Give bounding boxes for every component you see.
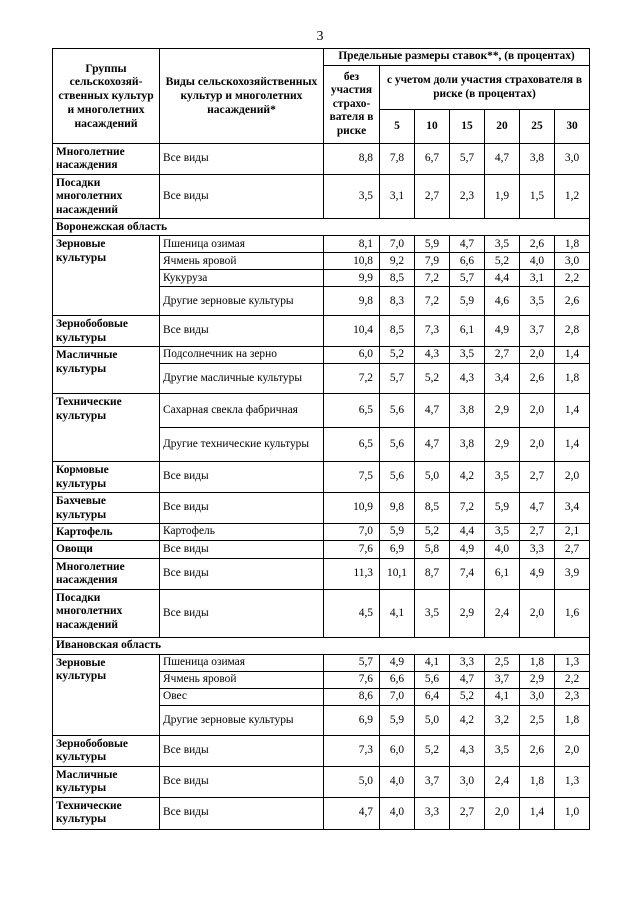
rate-without-participation-cell: 6,9	[324, 705, 380, 735]
rate-without-participation-cell: 6,0	[324, 347, 380, 364]
crop-group-cell: Посадки многолетних насаждений	[53, 589, 160, 637]
rate-share-20-cell: 3,4	[485, 364, 520, 394]
rate-share-15-cell: 3,5	[450, 347, 485, 364]
rate-share-15-cell: 6,1	[450, 316, 485, 347]
region-row	[53, 637, 590, 654]
rate-share-10-cell: 5,2	[415, 364, 450, 394]
header-with-participation: с учетом доли участия страхователя в риске (в процентах)	[380, 66, 590, 110]
rate-share-30-cell: 3,0	[555, 253, 590, 270]
rate-share-30-cell: 2,0	[555, 462, 590, 493]
rate-share-5-cell: 5,6	[380, 428, 415, 462]
table-row	[53, 735, 590, 766]
rate-share-15-cell: 4,9	[450, 541, 485, 558]
rate-without-participation-cell: 7,6	[324, 671, 380, 688]
rate-share-15-cell: 2,7	[450, 797, 485, 829]
rate-share-15-cell: 5,2	[450, 688, 485, 705]
crop-kind-cell: Другие технические культуры	[160, 428, 324, 462]
crop-group-cell: Кормовые культуры	[53, 462, 160, 493]
crop-kind-cell: Пшеница озимая	[160, 654, 324, 671]
rate-share-20-cell: 3,7	[485, 671, 520, 688]
region-row	[53, 219, 590, 236]
rate-share-25-cell: 2,7	[520, 523, 555, 540]
rate-share-25-cell: 2,9	[520, 671, 555, 688]
rate-share-10-cell: 5,2	[415, 735, 450, 766]
rate-share-5-cell: 10,1	[380, 558, 415, 589]
rate-share-5-cell: 9,8	[380, 493, 415, 524]
header-share-15: 15	[450, 110, 485, 144]
rate-share-10-cell: 5,9	[415, 236, 450, 253]
crop-kind-cell: Сахарная свекла фабричная	[160, 394, 324, 428]
rate-share-30-cell: 1,8	[555, 364, 590, 394]
table-row	[53, 394, 590, 428]
rate-share-25-cell: 2,0	[520, 394, 555, 428]
table-body	[53, 144, 590, 830]
crop-group-cell: Посадки многолетних насаждений	[53, 174, 160, 218]
crop-kind-cell: Все виды	[160, 144, 324, 175]
crop-group-cell: Масличные культуры	[53, 347, 160, 394]
rate-share-5-cell: 4,0	[380, 797, 415, 829]
page-number: 3	[316, 29, 324, 44]
rate-share-5-cell: 7,0	[380, 688, 415, 705]
table-row	[53, 174, 590, 218]
rate-share-25-cell: 4,9	[520, 558, 555, 589]
rate-without-participation-cell: 7,6	[324, 541, 380, 558]
header-group-column: Группы сельскохозяй-ственных культур и многолетних насаждений	[53, 49, 160, 144]
rate-share-10-cell: 8,5	[415, 493, 450, 524]
insurance-rates-table	[52, 48, 590, 830]
rate-share-20-cell: 3,5	[485, 236, 520, 253]
region-name: Воронежская область	[53, 219, 590, 236]
table-row	[53, 462, 590, 493]
rate-share-5-cell: 8,3	[380, 287, 415, 316]
rate-share-30-cell: 2,6	[555, 287, 590, 316]
rate-share-20-cell: 1,9	[485, 174, 520, 218]
header-share-5: 5	[380, 110, 415, 144]
crop-kind-cell: Все виды	[160, 558, 324, 589]
rate-share-5-cell: 6,6	[380, 671, 415, 688]
rate-share-10-cell: 6,4	[415, 688, 450, 705]
rate-share-25-cell: 1,8	[520, 766, 555, 797]
rate-share-20-cell: 4,0	[485, 541, 520, 558]
rate-share-10-cell: 3,7	[415, 766, 450, 797]
rate-share-15-cell: 4,7	[450, 671, 485, 688]
rate-share-20-cell: 4,7	[485, 144, 520, 175]
rate-without-participation-cell: 7,0	[324, 523, 380, 540]
rate-share-30-cell: 1,8	[555, 236, 590, 253]
rate-share-5-cell: 6,0	[380, 735, 415, 766]
rate-share-30-cell: 1,3	[555, 654, 590, 671]
rate-without-participation-cell: 6,5	[324, 394, 380, 428]
rate-share-20-cell: 2,0	[485, 797, 520, 829]
table-row	[53, 316, 590, 347]
rate-share-10-cell: 7,9	[415, 253, 450, 270]
rate-share-30-cell: 1,8	[555, 705, 590, 735]
rate-share-10-cell: 6,7	[415, 144, 450, 175]
rate-share-10-cell: 5,8	[415, 541, 450, 558]
rate-share-20-cell: 6,1	[485, 558, 520, 589]
rate-share-25-cell: 2,6	[520, 236, 555, 253]
rate-share-25-cell: 3,0	[520, 688, 555, 705]
rate-share-20-cell: 2,9	[485, 428, 520, 462]
rate-share-20-cell: 2,7	[485, 347, 520, 364]
rate-share-30-cell: 1,3	[555, 766, 590, 797]
rate-share-25-cell: 4,7	[520, 493, 555, 524]
rate-share-30-cell: 3,9	[555, 558, 590, 589]
crop-kind-cell: Другие зерновые культуры	[160, 705, 324, 735]
rate-share-15-cell: 7,4	[450, 558, 485, 589]
rate-share-15-cell: 5,9	[450, 287, 485, 316]
rate-share-10-cell: 5,0	[415, 705, 450, 735]
rate-share-15-cell: 6,6	[450, 253, 485, 270]
rate-share-25-cell: 3,1	[520, 270, 555, 287]
rate-share-20-cell: 2,4	[485, 766, 520, 797]
rate-share-15-cell: 4,2	[450, 462, 485, 493]
rate-share-10-cell: 5,6	[415, 671, 450, 688]
rate-share-20-cell: 4,1	[485, 688, 520, 705]
rate-share-10-cell: 2,7	[415, 174, 450, 218]
header-rate-limits: Предельные размеры ставок**, (в процентах)	[324, 49, 590, 66]
rate-share-5-cell: 7,8	[380, 144, 415, 175]
rate-share-25-cell: 1,5	[520, 174, 555, 218]
table-row	[53, 797, 590, 829]
rate-share-25-cell: 3,5	[520, 287, 555, 316]
rate-share-30-cell: 2,1	[555, 523, 590, 540]
rate-share-25-cell: 2,6	[520, 364, 555, 394]
crop-kind-cell: Другие зерновые культуры	[160, 287, 324, 316]
rate-share-5-cell: 5,6	[380, 462, 415, 493]
crop-group-cell: Зерновые культуры	[53, 236, 160, 316]
rate-share-25-cell: 1,8	[520, 654, 555, 671]
rate-without-participation-cell: 10,4	[324, 316, 380, 347]
crop-kind-cell: Овес	[160, 688, 324, 705]
header-share-10: 10	[415, 110, 450, 144]
table-row	[53, 236, 590, 253]
rate-share-30-cell: 2,2	[555, 270, 590, 287]
rate-share-10-cell: 7,2	[415, 287, 450, 316]
rate-share-20-cell: 3,2	[485, 705, 520, 735]
rate-share-20-cell: 2,9	[485, 394, 520, 428]
crop-group-cell: Зернобобовые культуры	[53, 316, 160, 347]
rate-share-20-cell: 2,4	[485, 589, 520, 637]
rate-share-5-cell: 4,1	[380, 589, 415, 637]
rate-share-30-cell: 3,4	[555, 493, 590, 524]
region-name: Ивановская область	[53, 637, 590, 654]
table-row	[53, 654, 590, 671]
rate-without-participation-cell: 4,7	[324, 797, 380, 829]
rate-without-participation-cell: 8,1	[324, 236, 380, 253]
rate-share-5-cell: 7,0	[380, 236, 415, 253]
crop-group-cell: Овощи	[53, 541, 160, 558]
rate-share-20-cell: 4,6	[485, 287, 520, 316]
rate-share-20-cell: 3,5	[485, 462, 520, 493]
rate-share-15-cell: 2,9	[450, 589, 485, 637]
header-without-participation: без участия страхо-вателя в риске	[324, 66, 380, 144]
crop-kind-cell: Все виды	[160, 797, 324, 829]
rate-share-20-cell: 2,5	[485, 654, 520, 671]
rate-share-30-cell: 2,2	[555, 671, 590, 688]
rate-share-20-cell: 5,2	[485, 253, 520, 270]
rate-without-participation-cell: 7,2	[324, 364, 380, 394]
crop-kind-cell: Пшеница озимая	[160, 236, 324, 253]
rate-without-participation-cell: 7,3	[324, 735, 380, 766]
rate-share-15-cell: 2,3	[450, 174, 485, 218]
table-row	[53, 347, 590, 364]
rate-share-30-cell: 2,8	[555, 316, 590, 347]
header-kind-column: Виды сельскохозяйственных культур и многолетних насаждений*	[160, 49, 324, 144]
table-row	[53, 558, 590, 589]
rate-share-25-cell: 4,0	[520, 253, 555, 270]
rate-share-10-cell: 4,7	[415, 428, 450, 462]
rate-without-participation-cell: 11,3	[324, 558, 380, 589]
crop-kind-cell: Все виды	[160, 541, 324, 558]
rate-without-participation-cell: 3,5	[324, 174, 380, 218]
crop-kind-cell: Подсолнечник на зерно	[160, 347, 324, 364]
rate-share-25-cell: 2,7	[520, 462, 555, 493]
rate-share-5-cell: 6,9	[380, 541, 415, 558]
rate-share-5-cell: 5,6	[380, 394, 415, 428]
rate-share-15-cell: 5,7	[450, 270, 485, 287]
crop-group-cell: Технические культуры	[53, 797, 160, 829]
rate-share-30-cell: 1,4	[555, 428, 590, 462]
crop-group-cell: Зернобобовые культуры	[53, 735, 160, 766]
crop-kind-cell: Все виды	[160, 462, 324, 493]
rate-without-participation-cell: 10,9	[324, 493, 380, 524]
rate-share-5-cell: 5,2	[380, 347, 415, 364]
header-share-30: 30	[555, 110, 590, 144]
rate-share-15-cell: 3,3	[450, 654, 485, 671]
rate-share-25-cell: 3,7	[520, 316, 555, 347]
rate-share-10-cell: 7,3	[415, 316, 450, 347]
rate-share-5-cell: 5,9	[380, 705, 415, 735]
rate-share-10-cell: 3,3	[415, 797, 450, 829]
rate-share-30-cell: 1,6	[555, 589, 590, 637]
rate-share-10-cell: 7,2	[415, 270, 450, 287]
rate-share-15-cell: 4,7	[450, 236, 485, 253]
rate-share-30-cell: 2,7	[555, 541, 590, 558]
crop-group-cell: Бахчевые культуры	[53, 493, 160, 524]
crop-group-cell: Многолетние насаждения	[53, 558, 160, 589]
rate-share-25-cell: 2,0	[520, 428, 555, 462]
rate-share-25-cell: 3,3	[520, 541, 555, 558]
crop-kind-cell: Кукуруза	[160, 270, 324, 287]
rate-share-5-cell: 5,9	[380, 523, 415, 540]
table-row	[53, 541, 590, 558]
rate-share-20-cell: 4,4	[485, 270, 520, 287]
rate-share-30-cell: 3,0	[555, 144, 590, 175]
table-row	[53, 766, 590, 797]
rate-share-15-cell: 3,8	[450, 394, 485, 428]
crop-group-cell: Зерновые культуры	[53, 654, 160, 735]
rate-share-25-cell: 2,5	[520, 705, 555, 735]
rate-share-15-cell: 4,4	[450, 523, 485, 540]
crop-group-cell: Технические культуры	[53, 394, 160, 462]
table-header	[53, 49, 590, 144]
rate-without-participation-cell: 10,8	[324, 253, 380, 270]
rate-share-30-cell: 2,0	[555, 735, 590, 766]
rate-share-20-cell: 3,5	[485, 735, 520, 766]
rate-share-5-cell: 9,2	[380, 253, 415, 270]
crop-kind-cell: Картофель	[160, 523, 324, 540]
table-row	[53, 144, 590, 175]
rate-without-participation-cell: 9,8	[324, 287, 380, 316]
crop-kind-cell: Все виды	[160, 174, 324, 218]
rate-share-25-cell: 3,8	[520, 144, 555, 175]
rate-share-10-cell: 3,5	[415, 589, 450, 637]
crop-kind-cell: Ячмень яровой	[160, 253, 324, 270]
rate-share-20-cell: 5,9	[485, 493, 520, 524]
crop-group-cell: Многолетние насаждения	[53, 144, 160, 175]
table-row	[53, 523, 590, 540]
header-share-20: 20	[485, 110, 520, 144]
rate-share-30-cell: 1,4	[555, 394, 590, 428]
crop-kind-cell: Ячмень яровой	[160, 671, 324, 688]
rate-share-30-cell: 1,4	[555, 347, 590, 364]
rate-without-participation-cell: 8,6	[324, 688, 380, 705]
rate-without-participation-cell: 4,5	[324, 589, 380, 637]
rate-share-15-cell: 7,2	[450, 493, 485, 524]
rate-share-15-cell: 3,8	[450, 428, 485, 462]
rate-share-25-cell: 2,6	[520, 735, 555, 766]
rate-without-participation-cell: 5,7	[324, 654, 380, 671]
crop-kind-cell: Все виды	[160, 316, 324, 347]
rate-share-25-cell: 2,0	[520, 589, 555, 637]
rate-share-30-cell: 1,0	[555, 797, 590, 829]
rate-share-10-cell: 8,7	[415, 558, 450, 589]
rate-without-participation-cell: 5,0	[324, 766, 380, 797]
header-share-25: 25	[520, 110, 555, 144]
rate-share-10-cell: 5,2	[415, 523, 450, 540]
crop-kind-cell: Другие масличные культуры	[160, 364, 324, 394]
rate-share-10-cell: 4,7	[415, 394, 450, 428]
rate-without-participation-cell: 8,8	[324, 144, 380, 175]
rate-share-5-cell: 8,5	[380, 270, 415, 287]
rate-share-20-cell: 3,5	[485, 523, 520, 540]
rate-share-5-cell: 4,0	[380, 766, 415, 797]
rate-without-participation-cell: 9,9	[324, 270, 380, 287]
rate-share-5-cell: 8,5	[380, 316, 415, 347]
rate-share-20-cell: 4,9	[485, 316, 520, 347]
rate-share-10-cell: 4,3	[415, 347, 450, 364]
crop-kind-cell: Все виды	[160, 735, 324, 766]
rate-share-25-cell: 2,0	[520, 347, 555, 364]
rate-share-15-cell: 4,3	[450, 735, 485, 766]
rate-share-5-cell: 5,7	[380, 364, 415, 394]
rate-share-5-cell: 3,1	[380, 174, 415, 218]
crop-kind-cell: Все виды	[160, 589, 324, 637]
rate-share-25-cell: 1,4	[520, 797, 555, 829]
rate-share-5-cell: 4,9	[380, 654, 415, 671]
rate-share-10-cell: 5,0	[415, 462, 450, 493]
rate-share-10-cell: 4,1	[415, 654, 450, 671]
crop-group-cell: Масличные культуры	[53, 766, 160, 797]
rate-share-30-cell: 2,3	[555, 688, 590, 705]
rate-without-participation-cell: 6,5	[324, 428, 380, 462]
rate-share-15-cell: 4,2	[450, 705, 485, 735]
table-row	[53, 493, 590, 524]
crop-group-cell: Картофель	[53, 523, 160, 540]
rate-share-15-cell: 3,0	[450, 766, 485, 797]
rate-share-15-cell: 5,7	[450, 144, 485, 175]
rate-share-15-cell: 4,3	[450, 364, 485, 394]
table-row	[53, 589, 590, 637]
rate-share-30-cell: 1,2	[555, 174, 590, 218]
crop-kind-cell: Все виды	[160, 493, 324, 524]
rate-without-participation-cell: 7,5	[324, 462, 380, 493]
crop-kind-cell: Все виды	[160, 766, 324, 797]
